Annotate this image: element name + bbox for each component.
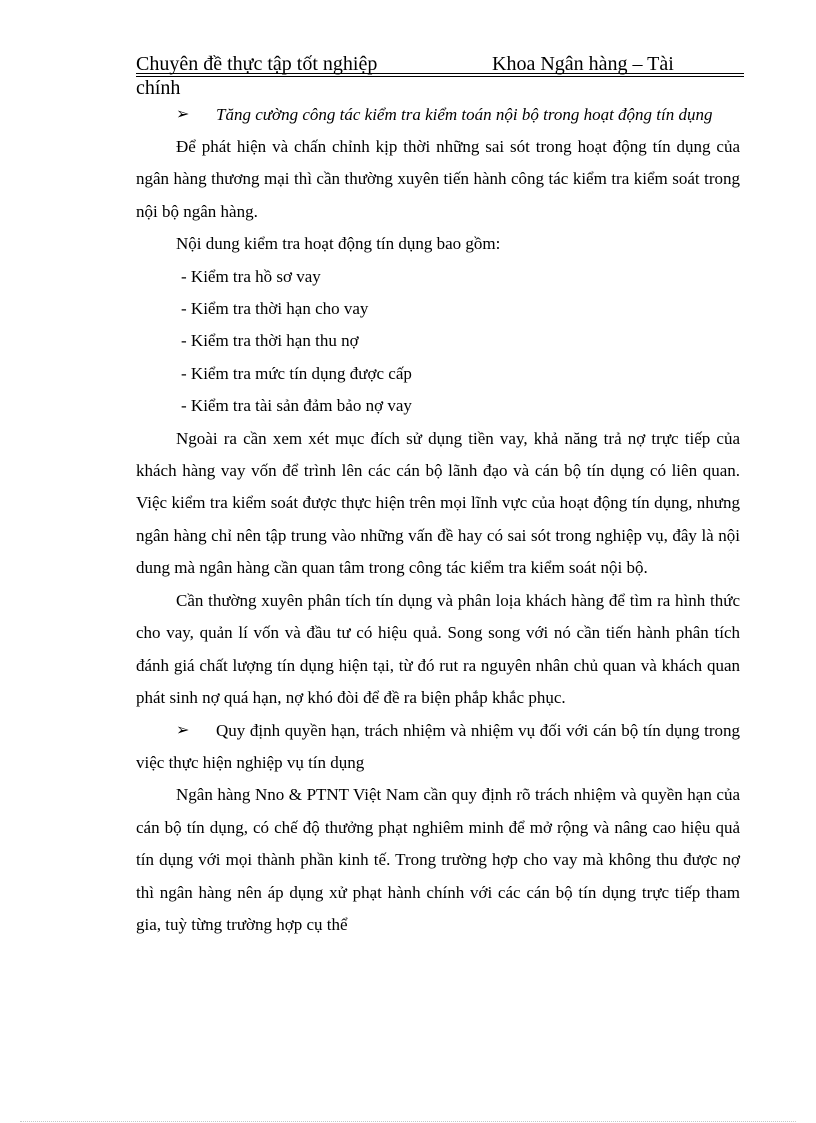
- header-faculty-continued: chính: [136, 77, 181, 99]
- list-item: - Kiểm tra mức tín dụng được cấp: [181, 363, 412, 383]
- page-bottom-border: [20, 1121, 796, 1122]
- arrow-bullet-icon: ➢: [176, 106, 190, 123]
- header-thesis-title: Chuyên đề thực tập tốt nghiệp: [136, 53, 378, 75]
- list-item: - Kiểm tra thời hạn cho vay: [181, 299, 369, 319]
- document-page: [136, 52, 740, 941]
- paragraph-agribank-policy: Ngân hàng Nno & PTNT Việt Nam cần quy định rõ trách nhiệm và quyền hạn của cán bộ tín dụng, có chế độ thưởng phạt nghiêm minh để mở rộng và nâng cao hiệu quả tín dụng với mọi thành phần kinh tế. Trong trường hợp cho vay mà không thu được nợ thì ngân hàng nên áp dụng xử phạt hành chính với các cán bộ tín dụng trực tiếp tham gia, tuỳ từng trường hợp cụ thể: [136, 785, 740, 934]
- section-heading-internal-audit: [136, 99, 740, 131]
- paragraph-loan-purpose: Ngoài ra cần xem xét mục đích sử dụng tiền vay, khả năng trả nợ trực tiếp của khách hàng vay vốn để trình lên các cán bộ lãnh đạo và cán bộ tín dụng có liên quan. Việc kiểm tra kiểm soát được thực hiện trên mọi lĩnh vực của hoạt động tín dụng, nhưng ngân hàng chỉ nên tập trung vào những vấn đề hay có sai sót trong nghiệp vụ, đây là nội dung mà ngân hàng cần quan tâm trong công tác kiểm tra kiểm soát nội bộ.: [136, 428, 740, 578]
- section-heading-text: Quy định quyền hạn, trách nhiệm và nhiệm vụ đối với cán bộ tín dụng trong việc thực hiện nghiệp vụ tín dụng: [136, 721, 740, 773]
- header-rule-double: [136, 76, 744, 77]
- list-item: - Kiểm tra tài sản đảm bảo nợ vay: [181, 396, 412, 416]
- header-faculty: Khoa Ngân hàng – Tài: [492, 53, 674, 75]
- page-header: [136, 52, 740, 98]
- arrow-bullet-icon: ➢: [176, 722, 190, 740]
- list-item: - Kiểm tra thời hạn thu nợ: [181, 331, 359, 351]
- section-heading-text: Tăng cường công tác kiểm tra kiểm toán nội bộ trong hoạt động tín dụng: [216, 105, 713, 124]
- paragraph-credit-analysis: Cần thường xuyên phân tích tín dụng và phân loịa khách hàng để tìm ra hình thức cho vay, quản lí vốn và đầu tư có hiệu quả. Song song với nó cần tiến hành phân tích đánh giá chất lượng tín dụng hiện tại, từ đó rut ra nguyên nhân chủ quan và khách quan phát sinh nợ quá hạn, nợ khó đòi để đề ra biện phắp khắc phục.: [136, 590, 740, 707]
- paragraph-checklist-intro: Nội dung kiểm tra hoạt động tín dụng bao gồm:: [176, 234, 501, 254]
- section-heading-responsibilities: [136, 715, 740, 779]
- paragraph-purpose: Để phát hiện và chấn chỉnh kịp thời những sai sót trong hoạt động tín dụng của ngân hàng thương mại thì cần thường xuyên tiến hành công tác kiểm tra kiểm soát trong nội bộ ngân hàng.: [136, 137, 740, 221]
- header-rule: [136, 73, 744, 74]
- inspection-checklist: [136, 261, 740, 423]
- list-item: - Kiểm tra hồ sơ vay: [181, 266, 321, 286]
